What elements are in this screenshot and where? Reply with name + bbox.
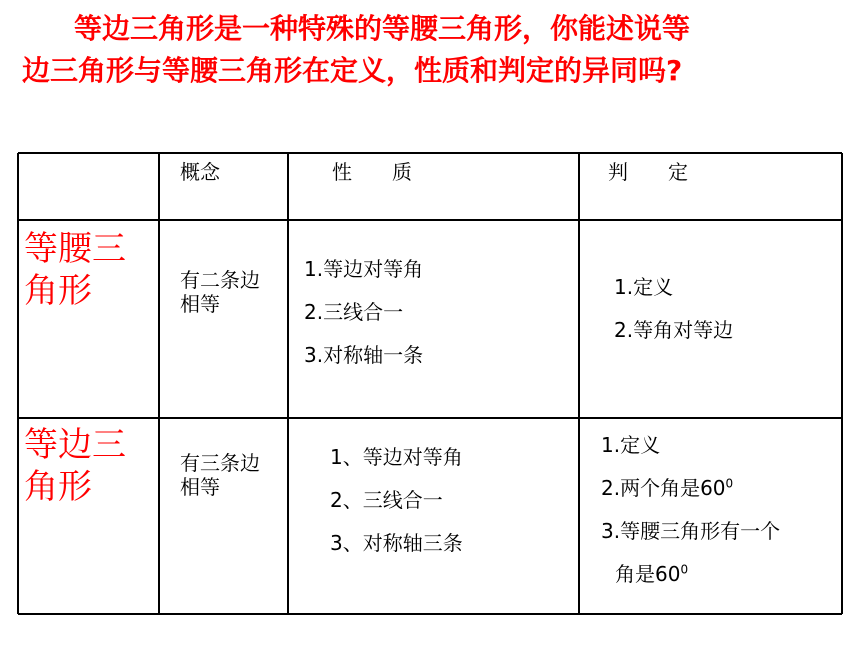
concept-line-2: 相等 [180,292,220,316]
property-item: 1.等边对等角 [304,257,424,281]
row-name-equilateral [24,424,126,508]
question-heading [0,8,860,92]
property-item: 2.三线合一 [304,300,404,324]
property-item: 3、对称轴三条 [330,531,463,555]
judgment-item: 2.等角对等边 [614,318,734,342]
row-name-line-2: 角形 [24,271,92,311]
concept-line-2: 相等 [180,475,220,499]
header-property: 性 质 [332,160,412,184]
judgment-item: 1.定义 [601,433,661,457]
judgment-item: 1.定义 [614,275,674,299]
concept-isosceles [180,268,260,316]
row-name-line-1: 等边三 [24,425,126,465]
question-line-1: 等边三角形是一种特殊的等腰三角形，你能述说等 [74,12,691,45]
header-concept: 概念 [180,160,220,184]
degree-superscript: 0 [680,562,689,577]
judgment-item [601,467,780,510]
question-line-2: 边三角形与等腰三角形在定义，性质和判定的异同吗? [22,54,683,87]
header-judgment: 判 定 [608,160,688,184]
row-name-line-2: 角形 [24,467,92,507]
properties-isosceles [304,248,423,377]
concept-line-1: 有三条边 [180,451,260,475]
row-name-line-1: 等腰三 [24,229,126,269]
row-name-isosceles [24,228,126,312]
judgments-isosceles [614,266,733,352]
property-item: 2、三线合一 [330,488,443,512]
judgment-text: 2.两个角是60 [601,476,726,500]
properties-equilateral [330,436,463,565]
judgments-equilateral [601,424,780,596]
degree-superscript: 0 [725,476,734,491]
property-item: 1、等边对等角 [330,445,463,469]
concept-equilateral [180,451,260,499]
property-item: 3.对称轴一条 [304,343,424,367]
judgment-item [601,553,780,596]
judgment-item: 3.等腰三角形有一个 [601,519,781,543]
judgment-text: 角是60 [615,562,681,586]
concept-line-1: 有二条边 [180,268,260,292]
